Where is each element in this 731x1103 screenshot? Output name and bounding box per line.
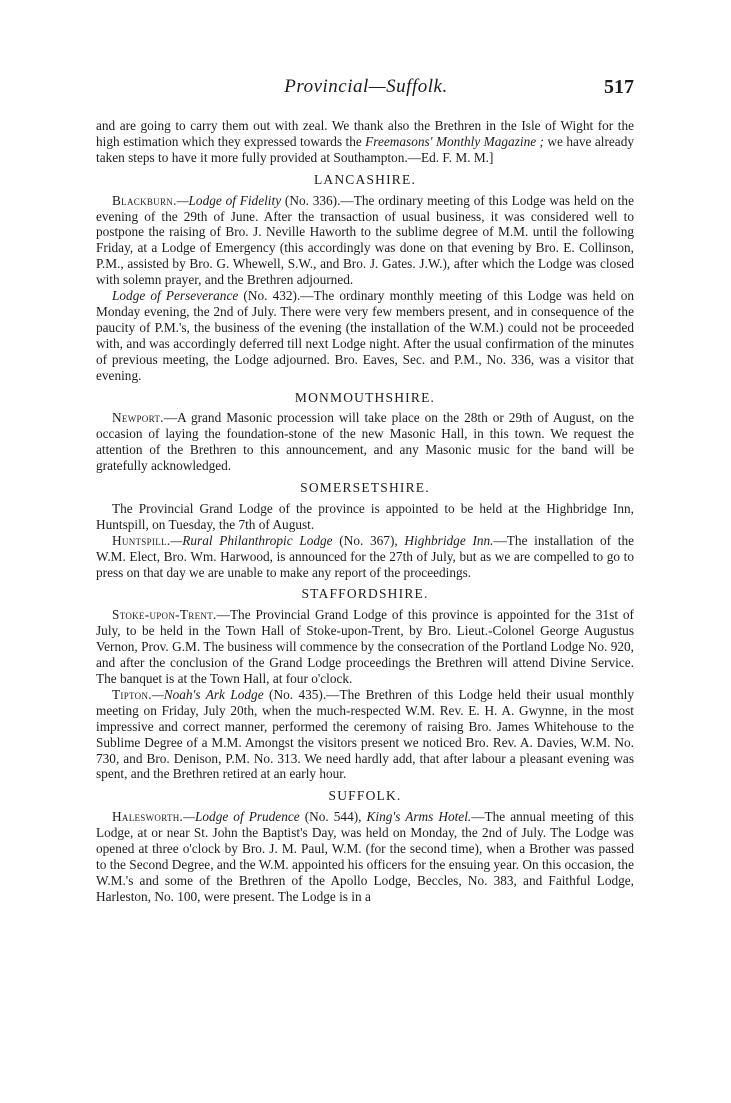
lodge-name: —Rural Philanthropic Lodge	[170, 532, 333, 548]
page-header	[96, 76, 636, 108]
paragraph-text: (No. 432).—The ordinary monthly meeting of this Lodge was held on Monday evening, the 2nd of July. There were very few members present, and in consequence of the paucity of P.M.'s, the business of the evening (the installation of the W.M.) could not be proceeded with, and was accordingly deferred till next Lodge night. After the usual confirmation of the minutes of previous meeting, the Lodge adjourned. Bro. Eaves, Sec. and P.M., No. 336, was a visitor that evening.	[96, 288, 634, 383]
staffordshire-paragraph-2	[96, 687, 634, 782]
page-number: 517	[604, 76, 634, 98]
lodge-name: Lodge of Perseverance	[112, 288, 239, 304]
section-heading-suffolk: SUFFOLK.	[328, 788, 402, 804]
magazine-title: Freemasons' Monthly Magazine ;	[365, 133, 544, 149]
lodge-name: —Lodge of Fidelity	[176, 192, 282, 208]
lodge-name: —Lodge of Prudence	[183, 809, 300, 825]
section-heading-somersetshire: SOMERSETSHIRE.	[300, 480, 430, 496]
article-body	[96, 118, 634, 905]
lancashire-paragraph-2	[96, 288, 634, 383]
paragraph-text: —The installation of the W.M. Elect, Bro. Wm. Harwood, is announced for the 27th of July, but as we are compelled to go to press on that day we are unable to make any report of the proceedings.	[96, 532, 635, 580]
intro-text-end: we have already taken steps to have it more fully provided at Southampton.—Ed. F. M. M.]	[96, 133, 634, 165]
paragraph-text: —The Provincial Grand Lodge of this province is appointed for the 31st of July, to be held in the Town Hall of Stoke-upon-Trent, by Bro. Lieut.-Colonel George Augustus Vernon, Prov. G.M. The business will commence by the consecration of the Portland Lodge No. 920, and after the conclusion of the Grand Lodge proceedings the Brethren will attend Divine Service. The banquet is at the Town Hall, at four o'clock.	[96, 607, 634, 686]
section-heading-monmouthshire: MONMOUTHSHIRE.	[294, 389, 436, 405]
place-name: Tipton.	[112, 686, 152, 702]
staffordshire-paragraph-1	[96, 607, 634, 687]
paragraph-text: —The annual meeting of this Lodge, at or near St. John the Baptist's Day, was held on Monday, the 2nd of July. The Lodge was opened at three o'clock by Bro. J. M. Paul, W.M. (for the second time), when a Brother was passed to the Second Degree, and the W.M. appointed his officers for the ensuing year. On this occasion, the W.M.'s and some of the Brethren of the Apollo Lodge, Beccles, No. 383, and Faithful Lodge, Harleston, No. 100, were present. The Lodge is in a	[96, 809, 634, 904]
lancashire-paragraph-1	[96, 193, 634, 288]
paragraph-text: (No. 435).—The Brethren of this Lodge held their usual monthly meeting on Friday, July 20th, when the much-respected W.M. Rev. E. H. A. Gwynne, in the most impressive and correct manner, performed the ceremony of raising Bro. James Whitehouse to the Sublime Degree of a M.M. Amongst the visitors present we noticed Bro. Rev. A. Davies, W.M. No. 730, and Bro. Denison, P.M. No. 313. We need hardly add, that after labour a pleasant evening was spent, and the Brethren retired at an early hour.	[96, 686, 634, 782]
suffolk-paragraph-1	[96, 809, 634, 904]
lodge-number: (No. 367),	[332, 532, 405, 548]
paragraph-text: —A grand Masonic procession will take place on the 28th or 29th of August, on the occasion of laying the foundation-stone of the new Masonic Hall, in this town. We request the attention of the Brethren to this announcement, and any Masonic music for the band will be gratefully acknowledged.	[96, 410, 634, 474]
section-heading-lancashire: LANCASHIRE.	[313, 171, 417, 187]
place-name: Huntspill.	[112, 532, 171, 548]
paragraph-text: (No. 336).—The ordinary meeting of this Lodge was held on the evening of the 29th of June. After the transaction of usual business, it was considered well to postpone the raising of Bro. J. Neville Haworth to the sublime degree of M.M. until the following Friday, at a Lodge of Emergency (this accordingly was done on that evening by Bro. E. Collinson, P.M., assisted by Bro. G. Whewell, S.W., and Bro. J. Gates. J.W.), after which the Lodge was closed with solemn prayer, and the Brethren adjourned.	[96, 192, 634, 288]
hotel-name: King's Arms Hotel.	[366, 809, 472, 825]
intro-paragraph	[96, 118, 634, 166]
lodge-number: (No. 544),	[299, 809, 367, 825]
place-name: Blackburn.	[112, 192, 177, 208]
inn-name: Highbridge Inn.	[404, 532, 494, 548]
place-name: Halesworth.	[112, 809, 184, 825]
somersetshire-paragraph-2	[96, 533, 634, 581]
section-heading-staffordshire: STAFFORDSHIRE.	[301, 586, 429, 602]
running-title: Provincial—Suffolk.	[284, 76, 448, 97]
somersetshire-paragraph-1: The Provincial Grand Lodge of the province is appointed to be held at the Highbridge Inn, Huntspill, on Tuesday, the 7th of August.	[96, 500, 634, 532]
lodge-name: —Noah's Ark Lodge	[151, 686, 264, 702]
monmouthshire-paragraph-1	[96, 410, 634, 474]
place-name: Newport.	[112, 410, 164, 426]
place-name: Stoke-upon-Trent.	[112, 607, 217, 623]
intro-text-start: and are going to carry them out with zeal. We thank also the Brethren in the Isle of Wight for the high estimation which they expressed towards the	[96, 118, 634, 149]
